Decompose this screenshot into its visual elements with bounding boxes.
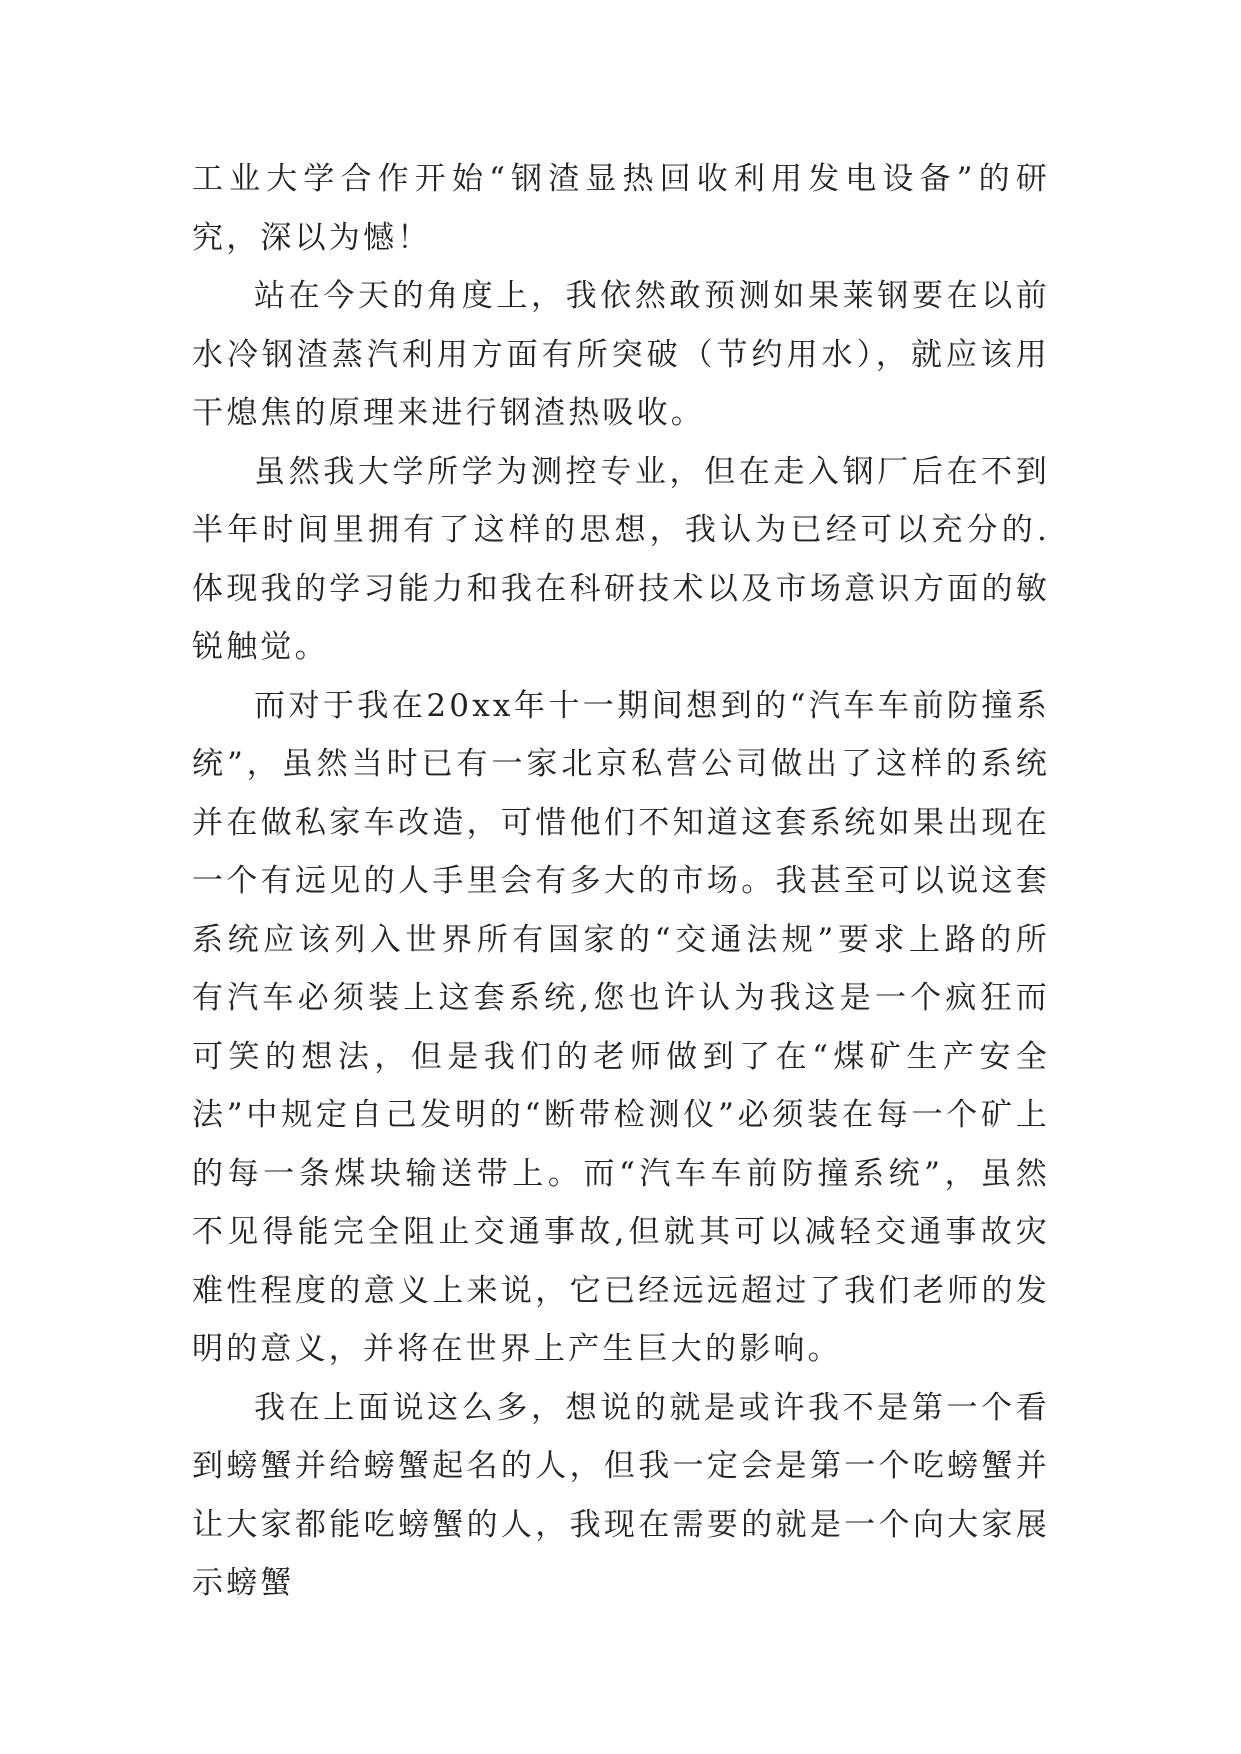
paragraph-4: 而对于我在20xx年十一期间想到的“汽车车前防撞系统”，虽然当时已有一家北京私营公司做出了这样的系统并在做私家车改造，可惜他们不知道这套系统如果出现在一个有远见的人手里会有多大的市场。我甚至可以说这套系统应该列入世界所有国家的“交通法规”要求上路的所有汽车必须装上这套系统,您也许认为我这是一个疯狂而可笑的想法，但是我们的老师做到了在“煤矿生产安全法”中规定自己发明的“断带检测仪”必须装在每一个矿上的每一条煤块输送带上。而“汽车车前防撞系统”，虽然不见得能完全阻止交通事故,但就其可以减轻交通事故灾难性程度的意义上来说，它已经远远超过了我们老师的发明的意义，并将在世界上产生巨大的影响。 [192, 687, 1050, 1367]
paragraph-3: 虽然我大学所学为测控专业，但在走入钢厂后在不到半年时间里拥有了这样的思想，我认为已经可以充分的.体现我的学习能力和我在科研技术以及市场意识方面的敏锐触觉。 [192, 453, 1050, 665]
paragraph-1: 工业大学合作开始“钢渣显热回收利用发电设备”的研究，深以为憾！ [192, 161, 1050, 256]
paragraph-2: 站在今天的角度上，我依然敢预测如果莱钢要在以前水冷钢渣蒸汽利用方面有所突破（节约用水），就应该用干熄焦的原理来进行钢渣热吸收。 [192, 278, 1050, 431]
document-page [192, 150, 1050, 1613]
paragraph-5: 我在上面说这么多，想说的就是或许我不是第一个看到螃蟹并给螃蟹起名的人，但我一定会是第一个吃螃蟹并让大家都能吃螃蟹的人，我现在需要的就是一个向大家展示螃蟹 [192, 1389, 1050, 1601]
